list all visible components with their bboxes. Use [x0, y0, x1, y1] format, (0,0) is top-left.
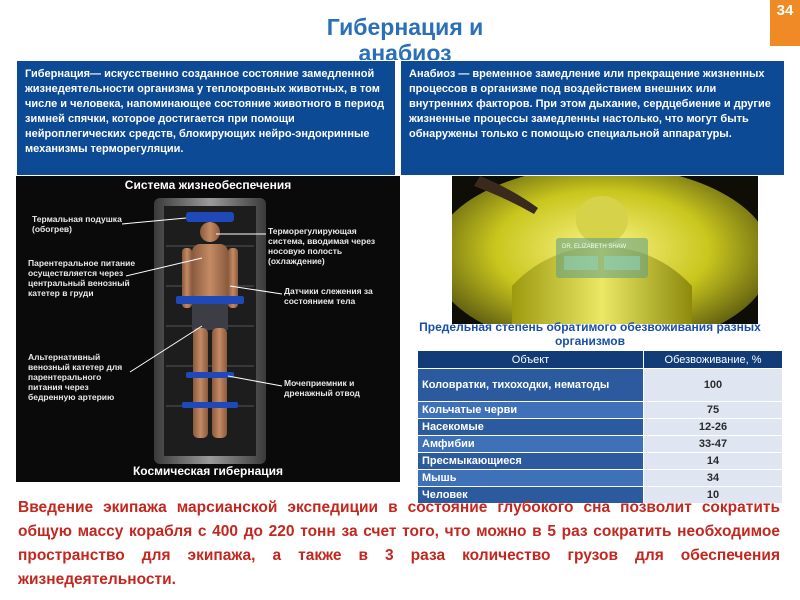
label-thermoregulation-system: Терморегулирующая система, вводимая через носовую полость (охлаждение) — [268, 226, 376, 266]
table-cell-object: Насекомые — [418, 419, 644, 436]
table-cell-object: Человек — [418, 487, 644, 504]
table-cell-object: Коловратки, тихоходки, нематоды — [418, 369, 644, 402]
hibernation-definition: Гибернация— искусственно созданное состояние замедленной жизнедеятельности организма у теплокровных животных, в том числе и человека, напоминающее состояние животного в период зимней спячки, которое достигается при помощи нейроплегических средств, блокирующих нейро-эндокринные механизмы терморегуляции. — [16, 60, 396, 176]
slide-number-badge: 34 — [770, 0, 800, 46]
table-row — [418, 419, 783, 436]
table-cell-object: Пресмыкающиеся — [418, 453, 644, 470]
hibernation-pod-photo — [452, 176, 758, 324]
dehydration-table — [417, 350, 783, 504]
life-support-footer: Космическая гибернация — [132, 464, 284, 478]
table-cell-object: Амфибии — [418, 436, 644, 453]
table-header-object: Объект — [418, 351, 644, 369]
slide-title-line1: Гибернация и — [326, 14, 484, 40]
human-figure — [200, 222, 220, 242]
thermal-pad — [186, 212, 234, 222]
label-thermal-pad: Термальная подушка (обогрев) — [32, 214, 122, 234]
life-support-diagram — [16, 176, 400, 482]
table-cell-value: 12-26 — [644, 419, 783, 436]
table-cell-object: Кольчатые черви — [418, 402, 644, 419]
anabiosis-definition: Анабиоз — временное замедление или прекращение жизненных процессов в организме под воздействием внешних или внутренних факторов. При этом дыхание, сердцебиение и другие жизненные процессы замедленны настолько, что могут быть обнаружены только с помощью специальной аппаратуры. — [400, 60, 785, 176]
table-cell-value: 10 — [644, 487, 783, 504]
table-row — [418, 369, 783, 402]
table-header-dehydration: Обезвоживание, % — [644, 351, 783, 369]
table-cell-value: 75 — [644, 402, 783, 419]
table-cell-value: 14 — [644, 453, 783, 470]
label-parenteral-feeding: Парентеральное питание осуществляется через центральный венозный катетер в груди — [28, 258, 136, 298]
label-urinal-drain: Мочеприемник и дренажный отвод — [284, 378, 360, 398]
table-cell-object: Мышь — [418, 470, 644, 487]
table-row — [418, 402, 783, 419]
label-body-sensors: Датчики слежения за состоянием тела — [284, 286, 373, 306]
label-alternative-catheter: Альтернативный венозный катетер для парентерального питания через бедренную артерию — [28, 352, 123, 402]
table-row — [418, 453, 783, 470]
table-cell-value: 34 — [644, 470, 783, 487]
table-cell-value: 100 — [644, 369, 783, 402]
table-row — [418, 436, 783, 453]
table-row — [418, 470, 783, 487]
slide-title — [290, 14, 520, 60]
mars-expedition-note: Введение экипажа марсианской экспедиции в состояние глубокого сна позволит сократить общую массу корабля с 400 до 220 тонн за счет того, что можно в 5 раз сократить необходимое пространство для экипажа, а также в 3 раза количество грузов для обеспечения жизнедеятельности. — [18, 499, 780, 588]
slide-title-line2: анабиоз — [358, 40, 452, 60]
life-support-heading: Система жизнеобеспечения — [124, 178, 292, 192]
pod-screen-text: DR. ELIZABETH SHAW — [562, 244, 627, 250]
table-cell-value: 33-47 — [644, 436, 783, 453]
table-caption: Предельная степень обратимого обезвоживания разных организмов — [419, 320, 761, 348]
